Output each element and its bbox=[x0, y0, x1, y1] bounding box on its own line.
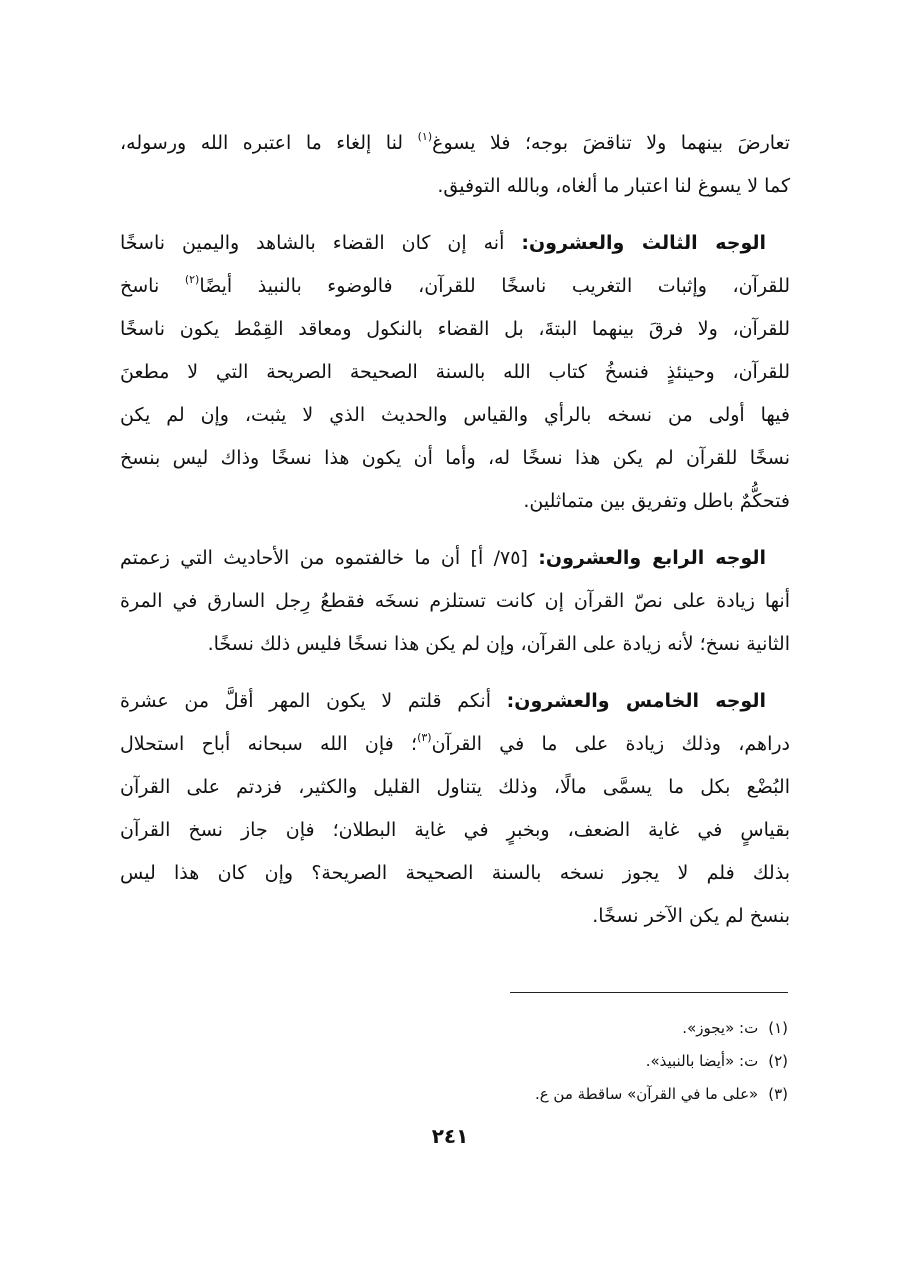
footnote-number: (١) bbox=[768, 1019, 788, 1037]
text-line bbox=[120, 480, 790, 523]
footnote bbox=[380, 1012, 788, 1045]
line-text: أنه إن كان القضاء بالشاهد واليمين ناسخًا bbox=[120, 232, 522, 254]
line-text: لنا إلغاء ما اعتبره الله ورسوله، bbox=[120, 132, 418, 154]
text-line bbox=[120, 537, 790, 580]
footnote bbox=[380, 1045, 788, 1078]
line-text: أنكم قلتم لا يكون المهر أقلَّ من عشرة bbox=[120, 690, 507, 712]
text-line bbox=[120, 680, 790, 723]
line-text: الثانية نسخ؛ لأنه زيادة على القرآن، وإن لم يكن هذا نسخًا فليس ذلك نسخًا. bbox=[207, 633, 790, 655]
line-text: نسخًا للقرآن لم يكن هذا نسخًا له، وأما أن يكون هذا نسخًا وذاك ليس بنسخ bbox=[120, 447, 790, 469]
text-line bbox=[120, 623, 790, 666]
line-text: ؛ فإن الله سبحانه أباح استحلال bbox=[120, 733, 418, 755]
footnote-number: (٢) bbox=[768, 1052, 788, 1070]
text-line bbox=[120, 308, 790, 351]
line-text: البُضْع بكل ما يسمَّى مالًا، وذلك يتناول القليل والكثير، فزدتم على القرآن bbox=[120, 776, 790, 798]
line-text: للقرآن، وإثبات التغريب ناسخًا للقرآن، فالوضوء بالنبيذ أيضًا bbox=[199, 275, 790, 297]
text-line bbox=[120, 122, 790, 165]
text-line bbox=[120, 265, 790, 308]
footnote bbox=[380, 1078, 788, 1111]
section-heading: الوجه الخامس والعشرون: bbox=[506, 690, 766, 712]
footnote-ref[interactable]: (٣) bbox=[417, 731, 432, 744]
line-text: فتحكُّمٌ باطل وتفريق بين متماثلين. bbox=[523, 490, 790, 512]
line-text: للقرآن، ولا فرقَ بينهما البتةَ، بل القضاء بالنكول ومعاقد القِمْط يكون ناسخًا bbox=[120, 318, 790, 340]
text-line bbox=[120, 809, 790, 852]
text-line bbox=[120, 394, 790, 437]
line-text: أنها زيادة على نصّ القرآن إن كانت تستلزم نسخَه فقطعُ رِجل السارق في المرة bbox=[120, 590, 790, 612]
text-line bbox=[120, 437, 790, 480]
text-line bbox=[120, 165, 790, 208]
footnotes bbox=[380, 1012, 788, 1111]
text-line bbox=[120, 723, 790, 766]
main-text bbox=[120, 122, 790, 938]
line-text: للقرآن، وحينئذٍ فنسخُ كتاب الله بالسنة الصحيحة الصريحة التي لا مطعنَ bbox=[120, 361, 790, 383]
line-text: [٧٥/ أ] أن ما خالفتموه من الأحاديث التي زعمتم bbox=[120, 547, 539, 569]
footnote-text: «على ما في القرآن» ساقطة من ع. bbox=[534, 1085, 759, 1103]
footnote-divider bbox=[510, 992, 788, 993]
line-text: بقياسٍ في غاية الضعف، وبخبرٍ في غاية البطلان؛ فإن جاز نسخ القرآن bbox=[120, 819, 790, 841]
line-text: بذلك فلم لا يجوز نسخه بالسنة الصحيحة الصريحة؟ وإن كان هذا ليس bbox=[120, 862, 790, 884]
line-text: بنسخ لم يكن الآخر نسخًا. bbox=[592, 905, 790, 927]
line-text: فيها أولى من نسخه بالرأي والقياس والحديث الذي لا يثبت، وإن لم يكن bbox=[120, 404, 790, 426]
section-heading: الوجه الثالث والعشرون: bbox=[521, 232, 766, 254]
text-line bbox=[120, 351, 790, 394]
text-line bbox=[120, 895, 790, 938]
page-number: ٢٤١ bbox=[431, 1124, 469, 1148]
line-text: دراهم، وذلك زيادة على ما في القرآن bbox=[431, 733, 790, 755]
line-text: تعارضَ بينهما ولا تناقضَ بوجه؛ فلا يسوغ bbox=[432, 132, 791, 154]
footnote-text: ت: «يجوز». bbox=[682, 1019, 759, 1037]
text-line bbox=[120, 852, 790, 895]
footnote-number: (٣) bbox=[768, 1085, 788, 1103]
footnote-ref[interactable]: (٢) bbox=[184, 273, 200, 286]
text-line bbox=[120, 222, 790, 265]
section-heading: الوجه الرابع والعشرون: bbox=[538, 547, 766, 569]
line-text: كما لا يسوغ لنا اعتبار ما ألغاه، وبالله التوفيق. bbox=[437, 175, 790, 197]
line-text: ناسخ bbox=[120, 275, 185, 297]
text-line bbox=[120, 580, 790, 623]
footnote-text: ت: «أيضا بالنبيذ». bbox=[645, 1052, 759, 1070]
text-line bbox=[120, 766, 790, 809]
footnote-ref[interactable]: (١) bbox=[417, 130, 433, 143]
